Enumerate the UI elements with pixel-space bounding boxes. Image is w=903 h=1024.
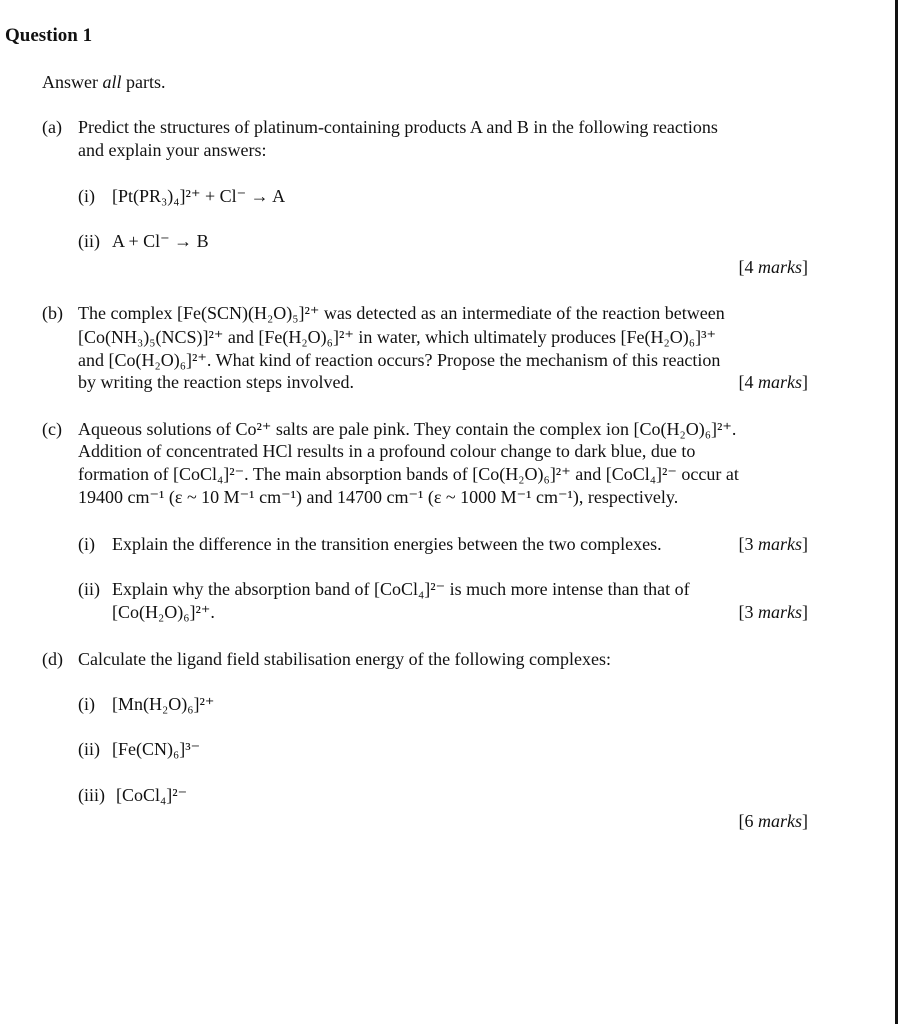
part-c-ii-marks: [3 marks] [738,602,808,622]
part-c-i-label: (i) [78,534,95,554]
question-title: Question 1 [5,25,93,46]
part-d-line: Calculate the ligand field stabilisation energy of the following complexes: [78,649,612,669]
part-a-ii-text: A + Cl⁻ → B [112,231,209,251]
instruction-pre: Answer [42,72,103,92]
part-c-i-marks: [3 marks] [738,534,808,554]
part-d-label: (d) [42,649,63,669]
part-d-ii-label: (ii) [78,739,100,759]
part-b-line: by writing the reaction steps involved. [78,372,354,392]
part-a-line: and explain your answers: [78,140,267,160]
part-c-line: Aqueous solutions of Co²⁺ salts are pale pink. They contain the complex ion [Co(H₂O)₆]²⁺. [78,419,737,439]
part-d-i-label: (i) [78,694,95,714]
page-edge-border [895,0,898,1024]
part-b-label: (b) [42,303,63,323]
part-a-i-text: [Pt(PR₃)₄]²⁺ + Cl⁻ → A [112,186,286,206]
instruction [42,72,166,92]
part-b-line: [Co(NH₃)₅(NCS)]²⁺ and [Fe(H₂O)₆]²⁺ in water, which ultimately produces [Fe(H₂O)₆]³⁺ [78,327,716,347]
part-c-line: 19400 cm⁻¹ (ε ~ 10 M⁻¹ cm⁻¹) and 14700 cm⁻¹ (ε ~ 1000 M⁻¹ cm⁻¹), respectively. [78,487,679,507]
part-c-ii-text: Explain why the absorption band of [CoCl₄]²⁻ is much more intense than that of [112,579,690,599]
part-b-line: and [Co(H₂O)₆]²⁺. What kind of reaction occurs? Propose the mechanism of this reaction [78,350,721,370]
part-c-label: (c) [42,419,62,439]
part-c-ii-text: [Co(H₂O)₆]²⁺. [112,602,215,622]
part-a-label: (a) [42,117,62,137]
part-c-line: Addition of concentrated HCl results in a profound colour change to dark blue, due to [78,441,696,461]
part-a-marks: [4 marks] [738,257,808,277]
instruction-em: all [102,72,122,92]
part-c-ii-label: (ii) [78,579,100,599]
part-c-i-text: Explain the difference in the transition energies between the two complexes. [112,534,662,554]
part-b-marks: [4 marks] [738,372,808,392]
part-d-marks: [6 marks] [738,811,808,831]
part-d-iii-text: [CoCl₄]²⁻ [116,785,188,805]
part-a-line: Predict the structures of platinum-containing products A and B in the following reactions [78,117,718,137]
part-d-ii-text: [Fe(CN)₆]³⁻ [112,739,201,759]
part-d-i-text: [Mn(H₂O)₆]²⁺ [112,694,215,714]
part-a-i-label: (i) [78,186,95,206]
part-a-ii-label: (ii) [78,231,100,251]
part-c-line: formation of [CoCl₄]²⁻. The main absorption bands of [Co(H₂O)₆]²⁺ and [CoCl₄]²⁻ occur at [78,464,739,484]
part-b-line: The complex [Fe(SCN)(H₂O)₅]²⁺ was detected as an intermediate of the reaction between [78,303,725,323]
instruction-post: parts. [121,72,166,92]
part-d-iii-label: (iii) [78,785,105,805]
